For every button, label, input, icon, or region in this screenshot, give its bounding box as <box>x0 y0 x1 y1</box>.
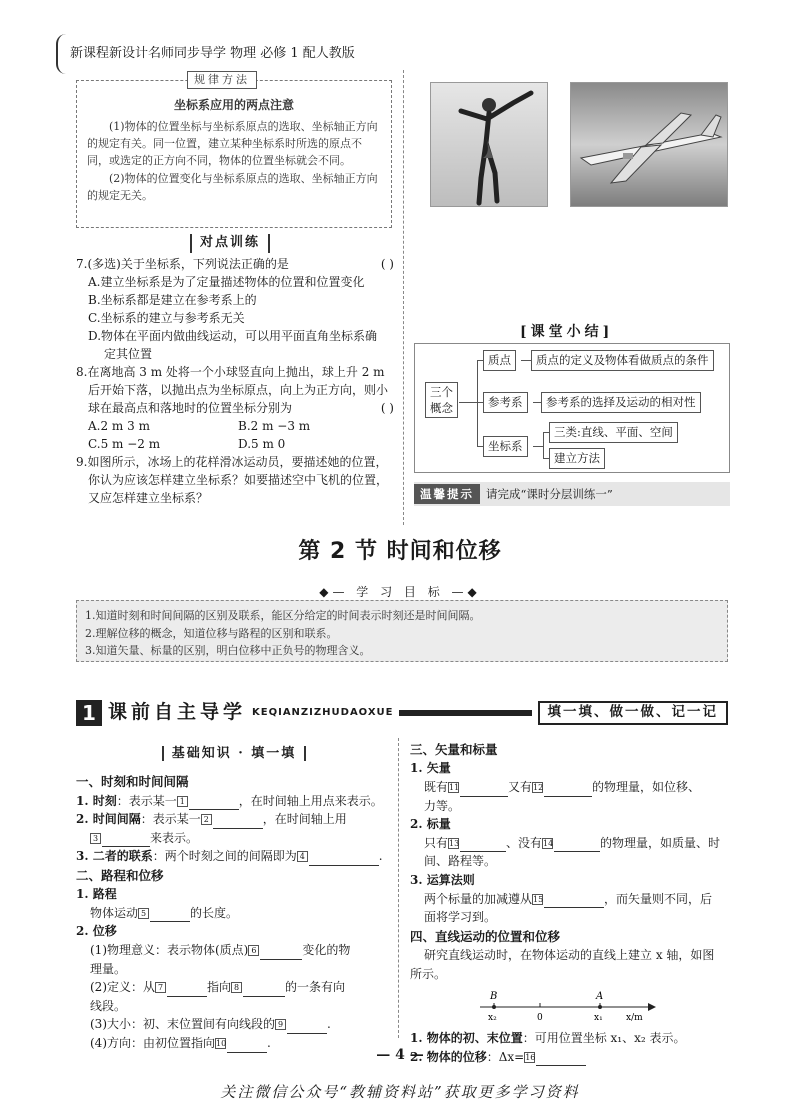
item-moment: 1. 时刻：表示某一 1 ，在时间轴上用点来表示。 <box>76 792 392 811</box>
hint-text: 请完成“课时分层训练一” <box>486 486 613 501</box>
practice-questions <box>76 255 394 507</box>
q7-option-a: A.建立坐标系是为了定量描述物体的位置和位置变化 <box>88 275 365 289</box>
goal-item: 2.理解位移的概念，知道位移与路程的区别和联系。 <box>85 626 338 640</box>
item-displacement-heading: 2. 位移 <box>76 924 117 939</box>
tips-tag: 规律方法 <box>187 71 257 89</box>
basic-knowledge-column <box>76 740 392 1053</box>
linear-motion-text-cont: 所示。 <box>410 966 447 981</box>
section-banner <box>76 700 728 726</box>
q7-option-c: C.坐标系的建立与参考系无关 <box>88 311 245 325</box>
practice-label: 对点训练 <box>190 234 270 253</box>
connector <box>459 402 477 403</box>
summary-title: [课堂小结] <box>520 324 614 340</box>
summary-diagram <box>414 343 730 473</box>
node-reference-detail: 参考系的选择及运动的相对性 <box>541 392 701 413</box>
node-reference-frame: 参考系 <box>483 392 528 413</box>
item-path-heading: 1. 路程 <box>76 887 117 902</box>
section-time: 一、时刻和时间间隔 <box>76 774 189 790</box>
connector <box>533 446 543 447</box>
summary-root-node: 三个 概念 <box>425 382 458 418</box>
axis-label-zero: 0 <box>537 1013 543 1024</box>
q7-stem: 7.(多选)关于坐标系，下列说法正确的是 ( ) <box>76 257 394 271</box>
item-vector: 既有11 又有12 的物理量，如位移、 <box>410 778 730 797</box>
q7-option-d: D.物体在平面内做曲线运动，可以用平面直角坐标系确 <box>88 329 378 343</box>
banner-pinyin: KEQIANZIZHUDAOXUE <box>252 706 394 718</box>
item-interval: 2. 时间间隔：表示某一 2 ，在时间轴上用 <box>76 810 392 829</box>
item-vector-heading: 1. 矢量 <box>410 761 451 776</box>
item-path: 物体运动 5 的长度。 <box>76 904 392 923</box>
axis-label-unit: x/m <box>626 1013 643 1024</box>
item-displacement-2: (2)定义：从 7 指向 8 的一条有向 <box>76 978 392 997</box>
linear-motion-text: 研究直线运动时，在物体运动的直线上建立 x 轴，如图 <box>424 948 715 963</box>
banner-right-label: 填一填、做一做、记一记 <box>538 701 729 725</box>
tips-paragraph-2: (2)物体的位置变化与坐标系原点的选取、坐标轴正方向的规定无关。 <box>87 171 378 202</box>
q8-line-1: 8.在离地高 3 m 处将一个小球竖直向上抛出，球上升 2 m <box>76 365 385 379</box>
connector <box>543 432 544 458</box>
item-displacement-1: (1)物理意义：表示物体(质点) 6 变化的物 <box>76 941 392 960</box>
q7-option-b: B.坐标系都是建立在参考系上的 <box>88 293 257 307</box>
item-displacement-2-cont: 线段。 <box>90 998 127 1013</box>
footer-note: 关注微信公众号“教辅资料站”获取更多学习资料 <box>220 1083 580 1101</box>
tips-box <box>76 73 392 228</box>
q8-line-2: 后开始下落，以抛出点为坐标原点，向上为正方向，则小 <box>88 383 389 397</box>
item-scalar: 只有13 、没有14 的物理量，如质量、时 <box>410 834 730 853</box>
goal-item: 1.知道时刻和时间间隔的区别及联系，能区分给定的时间表示时刻还是时间间隔。 <box>85 609 481 622</box>
basic-knowledge-heading: 基础知识 · 填一填 <box>76 744 392 764</box>
section-linear-motion: 四、直线运动的位置和位移 <box>410 928 561 944</box>
connector <box>533 402 541 403</box>
item-scalar-heading: 2. 标量 <box>410 817 451 832</box>
axis-label-x1: x₁ <box>594 1013 603 1024</box>
chapter-title: 第 2 节 时间和位移 <box>298 539 502 564</box>
tips-title: 坐标系应用的两点注意 <box>173 98 294 112</box>
column-divider-top <box>403 70 404 525</box>
q9-line-2: 你认为应该怎样建立坐标系？如要描述空中飞机的位置， <box>88 473 389 487</box>
column-divider-bottom <box>398 738 399 1038</box>
banner-bar <box>399 710 531 716</box>
axis-label-x2: x₂ <box>488 1013 497 1024</box>
item-vector-cont: 力等。 <box>424 798 461 813</box>
item-displacement-3: (3)大小：初、末位置间有向线段的 9 . <box>76 1015 392 1034</box>
page-header <box>70 40 740 68</box>
banner-number: 1 <box>76 700 102 726</box>
section-vector: 三、矢量和标量 <box>410 742 498 757</box>
goal-heading: ◆— 学 习 目 标 —◆ <box>319 585 481 599</box>
hint-tag: 温馨提示 <box>414 484 480 505</box>
item-scalar-cont: 间、路程等。 <box>424 854 497 869</box>
hint-bar <box>414 482 730 506</box>
q8-options-ab: A.2 m 3 m B.2 m −3 m <box>88 419 311 433</box>
header-curve-ornament <box>56 34 68 74</box>
item-interval-cont: 3 来表示。 <box>76 829 392 848</box>
vector-scalar-column <box>410 740 730 1066</box>
q8-options-cd: C.5 m −2 m D.5 m 0 <box>88 437 286 451</box>
x-axis-figure <box>480 987 660 1027</box>
page-number: — 4 — <box>376 1047 424 1063</box>
goal-item: 3.知道矢量、标量的区别，明白位移中正负号的物理含义。 <box>85 644 371 658</box>
q8-line-3: 球在最高点和落地时的位置坐标分别为 ( ) <box>88 401 394 415</box>
item-relation: 3. 二者的联系：两个时刻之间的间隔即为 4 . <box>76 847 392 866</box>
airplane-photo <box>570 82 728 207</box>
tips-paragraph-1: (1)物体的位置坐标与坐标系原点的选取、坐标轴正方向的规定有关。同一位置，建立某种坐标系时所选的原点不同，或选定的正方向不同，物体的位置坐标就会不同。 <box>87 120 378 168</box>
item-displacement-formula: 2. 物体的位移：Δx=16 <box>410 1048 730 1067</box>
header-text: 新课程新设计名师同步导学 物理 必修 1 配人教版 <box>70 45 355 61</box>
item-rule: 两个标量的加减遵从15 ，而矢量则不同，后 <box>410 890 730 909</box>
item-positions: 1. 物体的初、末位置：可用位置坐标 x₁、x₂ 表示。 <box>410 1031 686 1046</box>
q9-line-1: 9.如图所示，冰场上的花样滑冰运动员，要描述她的位置， <box>76 455 388 469</box>
item-rule-cont: 面将学习到。 <box>424 910 497 925</box>
node-coord-method: 建立方法 <box>549 448 605 469</box>
node-particle-detail: 质点的定义及物体看做质点的条件 <box>531 350 714 371</box>
node-particle: 质点 <box>483 350 516 371</box>
banner-title: 课前自主导学 <box>108 701 247 724</box>
connector <box>477 360 478 446</box>
node-coordinate-system: 坐标系 <box>483 436 528 457</box>
axis-point-a: A <box>596 991 604 1003</box>
connector <box>521 360 531 361</box>
item-rule-heading: 3. 运算法则 <box>410 872 475 887</box>
item-displacement-1-cont: 理量。 <box>90 961 127 976</box>
item-displacement-4: (4)方向：由初位置指向10 . <box>76 1034 392 1053</box>
axis-point-b: B <box>490 991 498 1003</box>
goal-box <box>76 600 728 662</box>
q7-option-d-cont: 定其位置 <box>104 347 153 361</box>
figure-skater-photo <box>430 82 548 207</box>
node-coord-types: 三类:直线、平面、空间 <box>549 422 678 443</box>
q9-line-3: 又应怎样建立坐标系？ <box>88 491 209 505</box>
section-path: 二、路程和位移 <box>76 867 164 883</box>
